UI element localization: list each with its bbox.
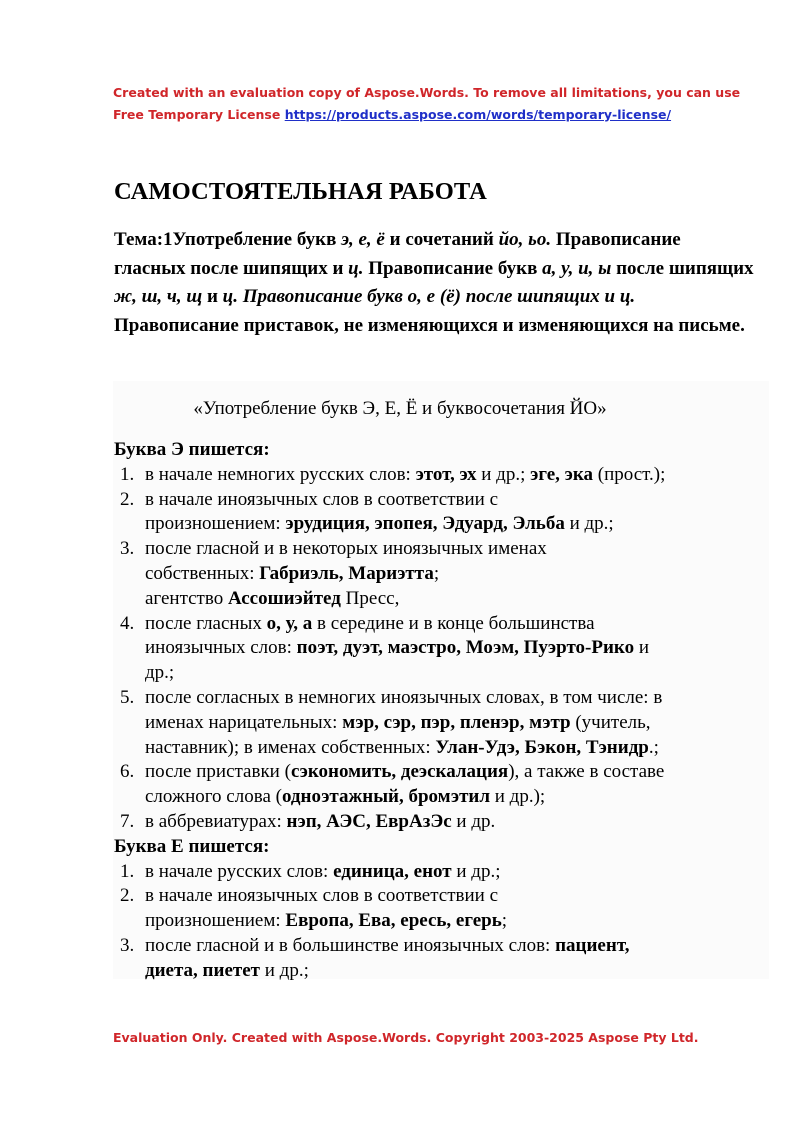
list-number: 5.	[120, 686, 135, 708]
topic-text: Правописание букв	[363, 257, 543, 279]
rule-example: мэр, сэр, пэр, пленэр, мэтр	[342, 711, 571, 733]
topic-italic: ц.	[222, 286, 238, 308]
rule-text: в начале иноязычных слов в соответствии с	[145, 885, 499, 907]
rule-example: одноэтажный, бромэтил	[281, 786, 491, 808]
list-number: 6.	[120, 761, 135, 783]
list-item	[114, 463, 774, 488]
topic-text: и	[202, 286, 223, 308]
evaluation-notice	[113, 82, 753, 126]
rule-example: диета, пиетет	[145, 959, 260, 981]
topic-text: Правописание гласных после шипящих и	[114, 229, 681, 279]
rule-text: произношением:	[145, 910, 286, 932]
list-item	[114, 884, 774, 934]
rule-example: Улан-Удэ, Бэкон, Тэнидр	[435, 736, 649, 758]
temporary-license-link[interactable]: https://products.aspose.com/words/temporary-license/	[284, 107, 672, 122]
topic-italic: э, е, ё	[341, 229, 385, 250]
rule-text: и др.;	[259, 959, 309, 981]
list-number: 3.	[120, 934, 135, 956]
rule-text: и др.	[451, 810, 496, 832]
list-number: 4.	[120, 612, 135, 634]
rule-example: нэп, АЭС, ЕврАзЭс	[286, 810, 452, 832]
license-label: Free Temporary License	[113, 107, 285, 122]
rule-text: наставник); в именах собственных:	[145, 736, 436, 758]
list-item	[114, 612, 774, 686]
rule-example: эрудиция, эпопея, Эдуард, Эльба	[285, 513, 565, 535]
rule-example: Габриэль, Мариэтта	[259, 562, 434, 584]
rule-text: и др.;	[564, 513, 614, 535]
rule-text: в аббревиатурах:	[145, 810, 287, 832]
list-number: 1.	[120, 463, 135, 485]
rule-text: именах нарицательных:	[145, 711, 343, 733]
rule-text: сложного слова (	[145, 786, 282, 808]
rule-example: Европа, Ева, ересь, егерь	[285, 910, 502, 932]
rule-text: ), а также в составе	[508, 761, 665, 783]
rule-text: собственных:	[145, 562, 260, 584]
list-item	[114, 537, 774, 611]
section-subtitle: «Употребление букв Э, Е, Ё и буквосочетания ЙО»	[193, 398, 607, 419]
evaluation-notice-line1: Created with an evaluation copy of Aspose.Words. To remove all limitations, you can use	[113, 85, 741, 100]
list-item	[114, 488, 774, 538]
list-item	[114, 686, 774, 760]
rule-text: после приставки (	[145, 761, 291, 783]
rule-example: о, у, а	[266, 612, 313, 634]
rule-text: иноязычных слов:	[145, 637, 297, 659]
rule-text: и др.);	[490, 786, 546, 808]
list-item	[114, 760, 774, 810]
rule-text: и	[634, 637, 650, 659]
topic-paragraph	[114, 226, 754, 340]
rule-text: ;	[433, 562, 440, 584]
rules-list-ye	[114, 860, 774, 984]
rule-text: др.;	[145, 662, 175, 684]
topic-text: Тема:1Употребление букв	[114, 229, 342, 250]
rule-example: сэкономить, деэскалация	[290, 761, 509, 783]
topic-italic: а, у, и, ы	[542, 257, 612, 279]
rule-text: после согласных в немногих иноязычных словах, в том числе: в	[145, 686, 663, 708]
rule-text: в начале русских слов:	[145, 860, 334, 882]
rule-text: .;	[648, 736, 659, 758]
list-number: 1.	[120, 860, 135, 882]
list-item	[114, 934, 774, 984]
rule-text: (учитель,	[570, 711, 651, 733]
rule-example: этот, эх	[415, 463, 477, 485]
rule-text: после гласной и в некоторых иноязычных именах	[145, 538, 547, 560]
footer-evaluation-notice: Evaluation Only. Created with Aspose.Words. Copyright 2003-2025 Aspose Pty Ltd.	[113, 1030, 699, 1045]
rule-text: в начале немногих русских слов:	[145, 463, 416, 485]
rule-text: ;	[501, 910, 508, 932]
rule-text: после гласной и в большинстве иноязычных слов:	[145, 934, 556, 956]
list-number: 2.	[120, 488, 135, 510]
section-header-ye: Буква Е пишется:	[114, 835, 270, 857]
rule-example: единица, енот	[333, 860, 452, 882]
rule-text: в середине и в конце большинства	[312, 612, 595, 634]
rule-text: и др.;	[476, 463, 531, 485]
list-number: 2.	[120, 885, 135, 907]
rule-text: агентство	[145, 587, 228, 609]
rules-list-e	[114, 463, 774, 835]
rule-example: пациент,	[555, 934, 630, 956]
page-title: САМОСТОЯТЕЛЬНАЯ РАБОТА	[114, 178, 487, 205]
topic-italic: йо, ьо.	[498, 229, 552, 250]
rules-body	[114, 438, 774, 984]
rule-text: и др.;	[451, 860, 501, 882]
evaluation-notice-line2	[113, 104, 753, 126]
list-number: 7.	[120, 810, 135, 832]
list-number: 3.	[120, 538, 135, 560]
rule-text: произношением:	[145, 513, 286, 535]
topic-italic: ц.	[348, 257, 364, 279]
rule-example: Ассошиэйтед	[227, 587, 341, 609]
topic-italic: ж, ш, ч, щ	[114, 286, 203, 308]
list-item	[114, 810, 774, 835]
rule-text: в начале иноязычных слов в соответствии с	[145, 488, 499, 510]
rule-text: после гласных	[145, 612, 267, 634]
list-item	[114, 860, 774, 885]
rule-example: поэт, дуэт, маэстро, Моэм, Пуэрто-Рико	[296, 637, 635, 659]
rule-example: эге, эка	[530, 463, 594, 485]
topic-text: после шипящих	[611, 257, 754, 279]
topic-text: Правописание приставок, не изменяющихся и изменяющихся на письме.	[114, 314, 745, 336]
section-header-e: Буква Э пишется:	[114, 439, 270, 460]
rule-text: Пресс,	[340, 587, 400, 609]
topic-text: и сочетаний	[384, 229, 499, 250]
topic-italic: Правописание букв о, е (ё) после шипящих и ц.	[242, 286, 636, 308]
rule-text: (прост.);	[593, 463, 666, 485]
